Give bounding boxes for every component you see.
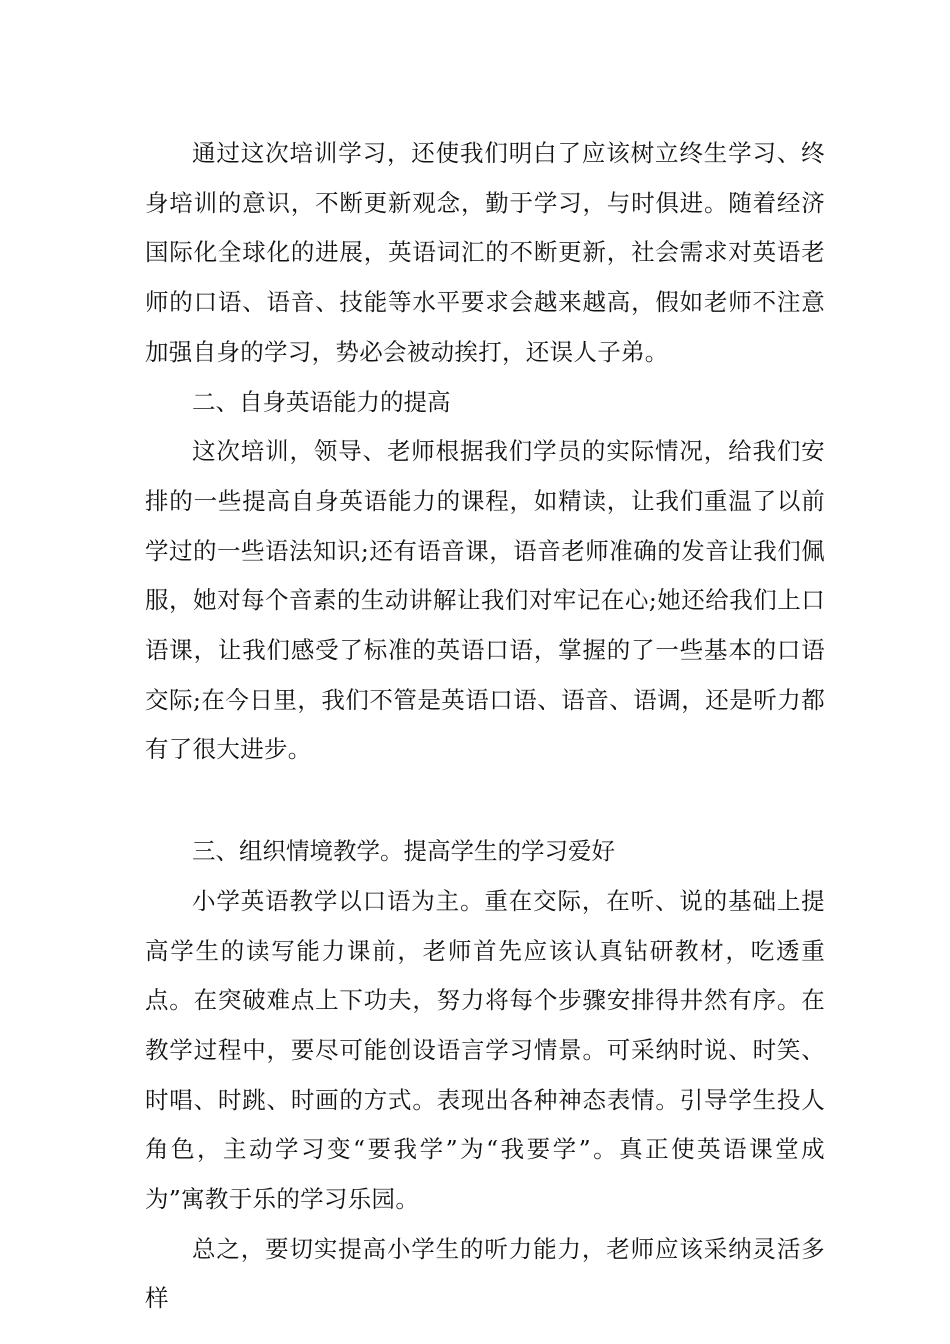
document-page xyxy=(145,129,825,1324)
paragraph-english-ability: 这次培训，领导、老师根据我们学员的实际情况，给我们安排的一些提高自身英语能力的课程，如精读，让我们重温了以前学过的一些语法知识;还有语音课，语音老师准确的发音让我们佩服，她对每个音素的生动讲解让我们对牢记在心;她还给我们上口语课，让我们感受了标准的英语口语，掌握的了一些基本的口语交际;在今日里，我们不管是英语口语、语音、语调，还是听力都有了很大进步。 xyxy=(145,437,825,764)
paragraph-situational-teaching: 小学英语教学以口语为主。重在交际，在听、说的基础上提高学生的读写能力课前，老师首先应该认真钻研教材，吃透重点。在突破难点上下功夫，努力将每个步骤安排得井然有序。在教学过程中，要尽可能创设语言学习情景。可采纳时说、时笑、时唱、时跳、时画的方式。表现出各种神态表情。引导学生投人角色，主动学习变“要我学”为“我要学”。真正使英语课堂成为”寓教于乐的学习乐园。 xyxy=(145,886,825,1214)
section-heading-3: 三、组织情境教学。提高学生的学习爱好 xyxy=(192,837,615,866)
section-heading-2: 二、自身英语能力的提高 xyxy=(192,387,451,416)
paragraph-lifelong-learning: 通过这次培训学习，还使我们明白了应该树立终生学习、终身培训的意识，不断更新观念，勤于学习，与时俱进。随着经济国际化全球化的进展，英语词汇的不断更新，社会需求对英语老师的口语、语音、技能等水平要求会越来越高，假如老师不注意加强自身的学习，势必会被动挨打，还误人子弟。 xyxy=(145,139,825,366)
paragraph-conclusion: 总之，要切实提高小学生的听力能力，老师应该采纳灵活多样 xyxy=(145,1234,825,1313)
paragraph-gap xyxy=(145,775,825,827)
